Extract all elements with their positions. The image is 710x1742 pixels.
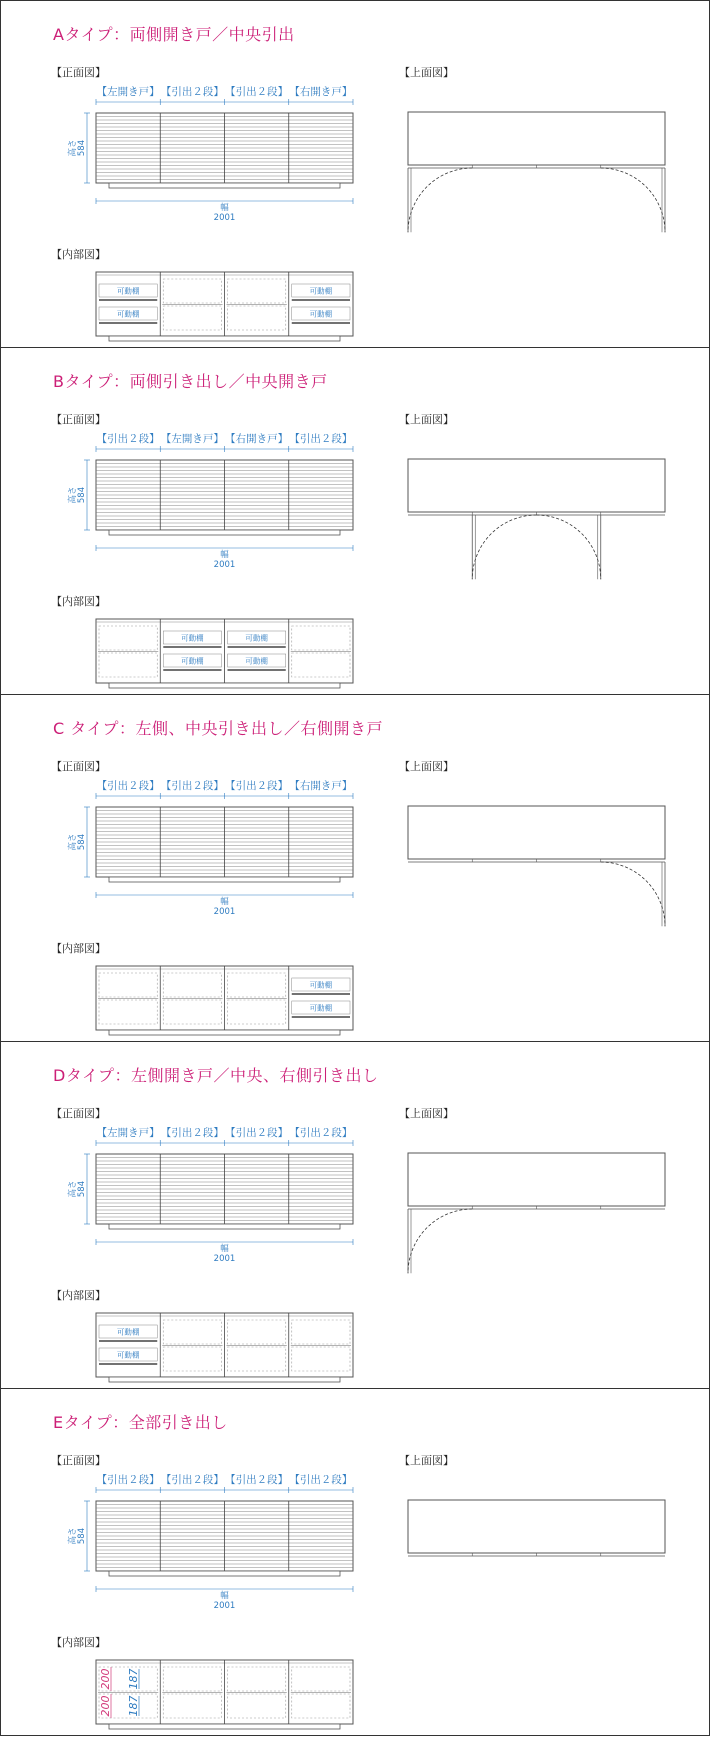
width-value: 2001 xyxy=(213,1254,236,1264)
module-label: 【引出２段】 xyxy=(289,1127,353,1139)
cabinet-plinth xyxy=(109,877,340,882)
shelf-label: 可動棚 xyxy=(116,1350,140,1360)
height-label: 高さ xyxy=(68,486,78,504)
width-value: 2001 xyxy=(213,907,236,917)
module-label: 【引出２段】 xyxy=(289,433,353,445)
width-label: 幅 xyxy=(220,1591,229,1601)
module-label: 【引出２段】 xyxy=(96,433,160,445)
height-label: 高さ xyxy=(68,139,78,157)
inner-view-label: 【内部図】 xyxy=(51,1289,106,1302)
type-b-section xyxy=(0,348,710,695)
section-title: Bタイプ：両側引き出し／中央開き戸 xyxy=(53,372,328,391)
width-label: 幅 xyxy=(220,203,229,213)
shelf-label: 可動棚 xyxy=(309,286,333,296)
door-swing-arc xyxy=(408,1209,472,1273)
width-value: 2001 xyxy=(213,1601,236,1611)
type-c-section xyxy=(0,695,710,1042)
cabinet-plinth xyxy=(109,530,340,535)
top-view-outline xyxy=(408,806,665,859)
type-c-drawings xyxy=(1,695,709,1041)
top-view-label: 【上面図】 xyxy=(399,1107,454,1120)
top-view-outline xyxy=(408,1500,665,1553)
shelf-label: 可動棚 xyxy=(181,656,204,666)
type-a-drawings xyxy=(1,1,709,347)
width-label: 幅 xyxy=(220,1244,229,1254)
height-value: 584 xyxy=(77,139,87,157)
module-label: 【引出２段】 xyxy=(289,1474,353,1486)
height-value: 584 xyxy=(77,833,87,851)
module-label: 【右開き戸】 xyxy=(289,780,353,792)
type-e-section xyxy=(0,1389,710,1736)
inner-dimension-b: 187 xyxy=(127,1695,140,1717)
front-view-label: 【正面図】 xyxy=(51,1454,106,1467)
door-swing-arc xyxy=(472,515,536,579)
top-view-label: 【上面図】 xyxy=(399,66,454,79)
inner-plinth xyxy=(109,683,340,688)
door-swing-arc xyxy=(408,168,472,232)
module-label: 【引出２段】 xyxy=(225,780,289,792)
inner-view-label: 【内部図】 xyxy=(51,248,106,261)
door-swing-arc xyxy=(601,168,665,232)
inner-plinth xyxy=(109,1377,340,1382)
shelf-label: 可動棚 xyxy=(309,1003,333,1013)
inner-dimension-b: 187 xyxy=(127,1668,140,1690)
cabinet-plinth xyxy=(109,1571,340,1576)
shelf-label: 可動棚 xyxy=(116,309,140,319)
door-swing-arc xyxy=(537,515,601,579)
inner-view-label: 【内部図】 xyxy=(51,595,106,608)
width-label: 幅 xyxy=(220,550,229,560)
shelf-label: 可動棚 xyxy=(181,633,204,643)
module-label: 【引出２段】 xyxy=(225,1127,289,1139)
module-label: 【左開き戸】 xyxy=(96,86,160,98)
inner-plinth xyxy=(109,1724,340,1729)
inner-dimension-a: 200 xyxy=(99,1695,112,1717)
inner-view-label: 【内部図】 xyxy=(51,1636,106,1649)
top-view-outline xyxy=(408,1153,665,1206)
door-swing-arc xyxy=(601,862,665,926)
module-label: 【引出２段】 xyxy=(160,86,224,98)
inner-view-label: 【内部図】 xyxy=(51,942,106,955)
height-value: 584 xyxy=(77,1527,87,1545)
type-e-drawings xyxy=(1,1389,709,1735)
module-label: 【引出２段】 xyxy=(160,1127,224,1139)
module-label: 【引出２段】 xyxy=(96,1474,160,1486)
cabinet-plinth xyxy=(109,183,340,188)
module-label: 【左開き戸】 xyxy=(96,1127,160,1139)
front-view-label: 【正面図】 xyxy=(51,413,106,426)
top-view-outline xyxy=(408,112,665,165)
section-title: Dタイプ：左側開き戸／中央、右側引き出し xyxy=(53,1066,379,1085)
top-view-label: 【上面図】 xyxy=(399,1454,454,1467)
module-label: 【引出２段】 xyxy=(96,780,160,792)
module-label: 【引出２段】 xyxy=(160,780,224,792)
inner-plinth xyxy=(109,1030,340,1035)
shelf-label: 可動棚 xyxy=(309,309,333,319)
section-title: Aタイプ：両側開き戸／中央引出 xyxy=(53,25,295,44)
module-label: 【左開き戸】 xyxy=(160,433,224,445)
width-value: 2001 xyxy=(213,560,236,570)
inner-plinth xyxy=(109,336,340,341)
top-view-label: 【上面図】 xyxy=(399,413,454,426)
inner-dimension-a: 200 xyxy=(99,1668,112,1690)
height-label: 高さ xyxy=(68,833,78,851)
module-label: 【引出２段】 xyxy=(225,1474,289,1486)
front-view-label: 【正面図】 xyxy=(51,1107,106,1120)
section-title: Eタイプ：全部引き出し xyxy=(53,1413,228,1432)
type-d-section xyxy=(0,1042,710,1389)
type-b-drawings xyxy=(1,348,709,694)
height-label: 高さ xyxy=(68,1527,78,1545)
width-value: 2001 xyxy=(213,213,236,223)
module-label: 【引出２段】 xyxy=(160,1474,224,1486)
top-view-label: 【上面図】 xyxy=(399,760,454,773)
module-label: 【引出２段】 xyxy=(225,86,289,98)
shelf-label: 可動棚 xyxy=(245,633,268,643)
section-title: C タイプ：左側、中央引き出し／右側開き戸 xyxy=(53,719,383,738)
module-label: 【右開き戸】 xyxy=(289,86,353,98)
top-view-outline xyxy=(408,459,665,512)
front-view-label: 【正面図】 xyxy=(51,760,106,773)
shelf-label: 可動棚 xyxy=(309,980,333,990)
shelf-label: 可動棚 xyxy=(116,1327,140,1337)
height-value: 584 xyxy=(77,486,87,504)
cabinet-plinth xyxy=(109,1224,340,1229)
shelf-label: 可動棚 xyxy=(116,286,140,296)
type-d-drawings xyxy=(1,1042,709,1388)
shelf-label: 可動棚 xyxy=(245,656,268,666)
front-view-label: 【正面図】 xyxy=(51,66,106,79)
width-label: 幅 xyxy=(220,897,229,907)
type-a-section xyxy=(0,1,710,348)
height-value: 584 xyxy=(77,1180,87,1198)
module-label: 【右開き戸】 xyxy=(225,433,289,445)
height-label: 高さ xyxy=(68,1180,78,1198)
